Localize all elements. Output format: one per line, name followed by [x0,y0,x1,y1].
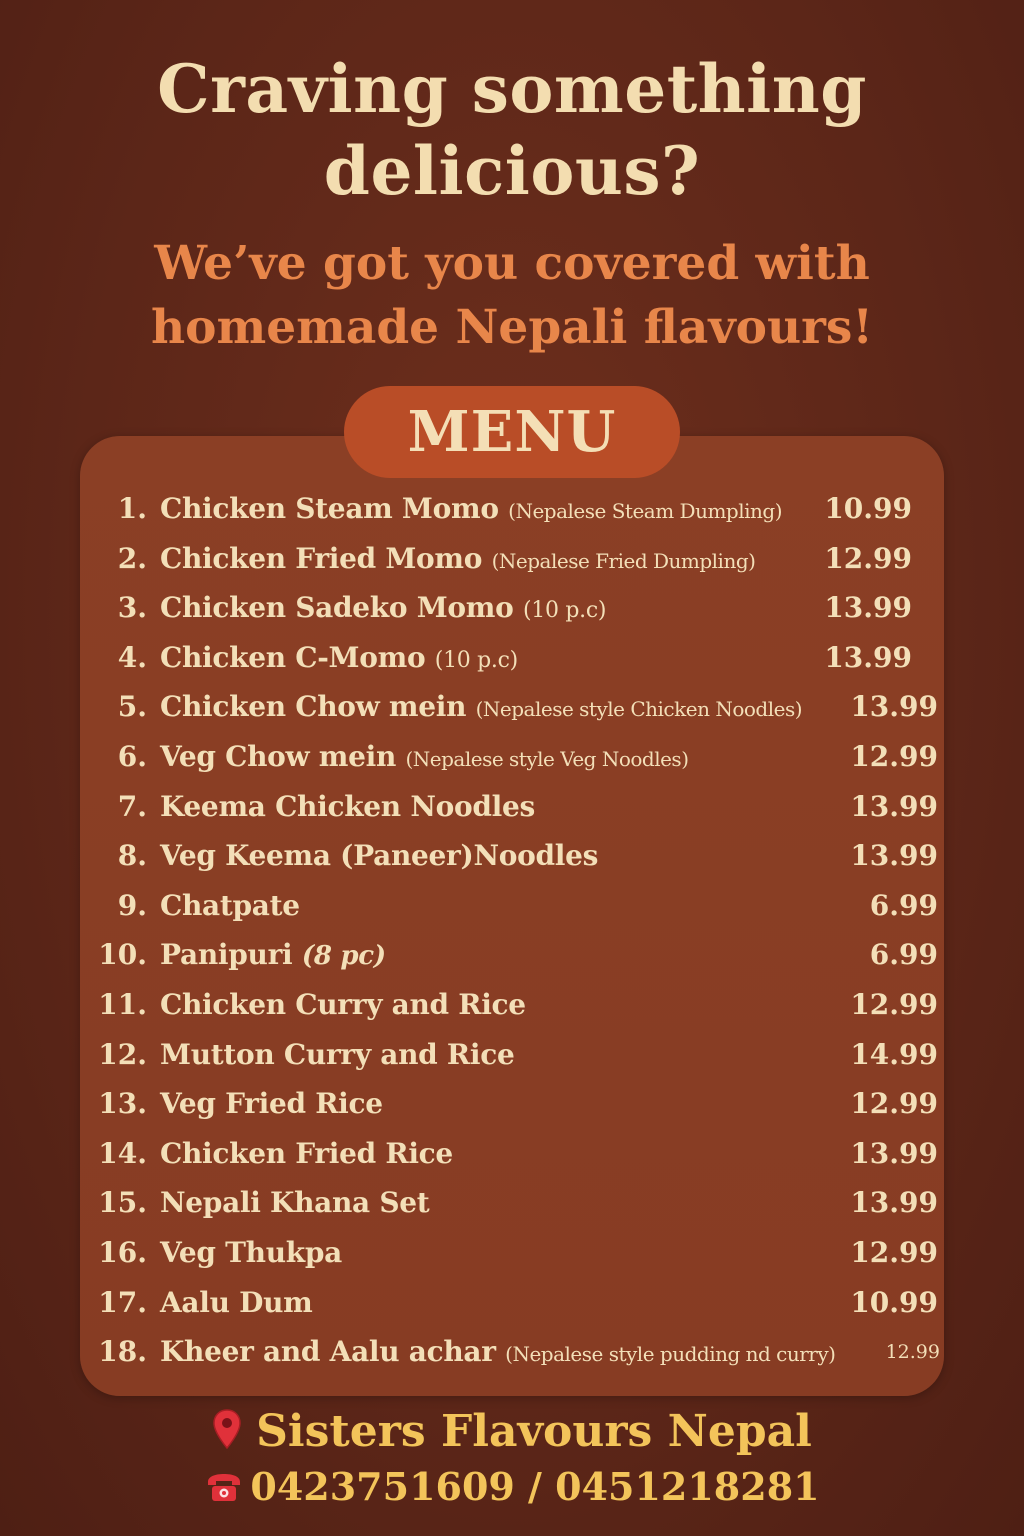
item-quantity: (10 p.c) [434,647,518,673]
item-name: Kheer and Aalu achar [160,1335,496,1369]
item-name: Mutton Curry and Rice [160,1037,515,1071]
item-name: Chicken Chow mein [160,690,467,724]
item-price: 13.99 [850,690,938,724]
item-number: 9. [117,888,147,922]
item-number: 8. [117,839,147,873]
item-number: 3. [117,591,147,625]
item-description: (Nepalese style pudding nd curry) [505,1342,836,1367]
item-number: 12. [98,1037,147,1071]
tagline-line-1: We’ve got you covered with [154,236,870,291]
item-name: Chicken Steam Momo [160,492,499,525]
item-description: (Nepalese style Chicken Noodles) [475,697,803,722]
item-name: Panipuri [160,938,293,972]
item-name-line [160,542,755,575]
menu-item [0,1131,1024,1181]
menu-item [0,1280,1024,1330]
menu-item [0,833,1024,883]
item-name-line [160,1335,835,1368]
item-price: 14.99 [850,1037,938,1071]
menu-item [0,932,1024,982]
item-name: Chicken C-Momo [160,640,426,674]
item-name: Veg Chow mein [160,739,397,773]
item-name-line [160,591,606,624]
menu-item [0,1081,1024,1131]
item-number: 7. [117,789,147,823]
item-quantity: (10 p.c) [522,598,607,624]
item-name-line [160,690,802,723]
item-price: 10.99 [824,492,912,525]
item-name: Chicken Fried Momo [160,541,483,575]
item-description: (Nepalese style Veg Noodles) [405,746,689,771]
menu-item [0,1180,1024,1230]
phone-line [0,1462,1024,1512]
item-number: 5. [117,690,147,724]
item-price: 12.99 [885,1341,940,1364]
item-name: Keema Chicken Noodles [160,789,535,823]
item-number: 2. [117,541,147,575]
item-name: Veg Thukpa [160,1235,342,1269]
item-price: 12.99 [850,1235,938,1269]
menu-item [0,684,1024,734]
item-price: 6.99 [869,938,938,972]
item-number: 15. [98,1186,147,1220]
item-name: Chicken Curry and Rice [160,987,526,1021]
menu-item [0,982,1024,1032]
headline [0,48,1024,212]
item-number: 18. [98,1335,147,1369]
item-name-line [160,740,689,773]
item-number: 1. [117,492,147,525]
menu-item [0,635,1024,685]
menu-item [0,486,1024,536]
menu-item [0,1230,1024,1280]
item-description: (Nepalese Steam Dumpling) [508,499,783,523]
item-name-line [160,492,782,525]
item-price: 12.99 [850,1087,938,1121]
headline-line-1: Craving something [157,50,867,128]
item-number: 13. [98,1087,147,1121]
item-price: 12.99 [824,541,912,575]
item-price: 12.99 [850,987,938,1021]
item-name: Veg Fried Rice [160,1087,383,1121]
menu-item [0,536,1024,586]
menu-title-badge: MENU [344,386,680,478]
menu-item [0,883,1024,933]
item-name: Chicken Sadeko Momo [160,591,514,625]
item-price: 13.99 [824,640,912,674]
tagline [0,232,1024,360]
item-name: Chatpate [160,888,300,922]
business-name-line [0,1404,1024,1460]
item-number: 17. [98,1285,147,1319]
item-name: Chicken Fried Rice [160,1136,453,1170]
phone-numbers: 0423751609 / 0451218281 [250,1464,820,1509]
item-price: 6.99 [869,888,938,922]
headline-line-2: delicious? [323,132,701,210]
item-number: 6. [117,739,147,773]
item-number: 16. [98,1235,147,1269]
item-number: 11. [98,987,147,1021]
item-description: (Nepalese Fried Dumpling) [491,548,756,573]
item-name-line [160,641,518,674]
menu-item [0,585,1024,635]
item-name: Aalu Dum [160,1285,313,1319]
menu-item [0,734,1024,784]
menu-item [0,784,1024,834]
item-price: 12.99 [850,739,938,773]
item-name: Veg Keema (Paneer)Noodles [160,839,599,873]
menu-list [0,486,1024,1379]
item-price: 13.99 [850,1136,938,1170]
item-price: 10.99 [850,1285,938,1319]
location-pin-icon [212,1408,242,1452]
telephone-icon [204,1466,244,1500]
menu-item [0,1032,1024,1082]
item-price: 13.99 [824,591,912,625]
item-name-line [160,938,386,971]
item-number: 10. [98,938,147,972]
item-price: 13.99 [850,789,938,823]
item-price: 13.99 [850,839,938,873]
item-quantity: (8 pc) [301,941,386,972]
item-price: 13.99 [850,1186,938,1220]
business-name: Sisters Flavours Nepal [256,1406,812,1457]
tagline-line-2: homemade Nepali flavours! [150,300,874,355]
item-number: 14. [98,1136,147,1170]
menu-item [0,1329,1024,1379]
item-number: 4. [117,640,147,674]
item-name: Nepali Khana Set [160,1186,430,1220]
